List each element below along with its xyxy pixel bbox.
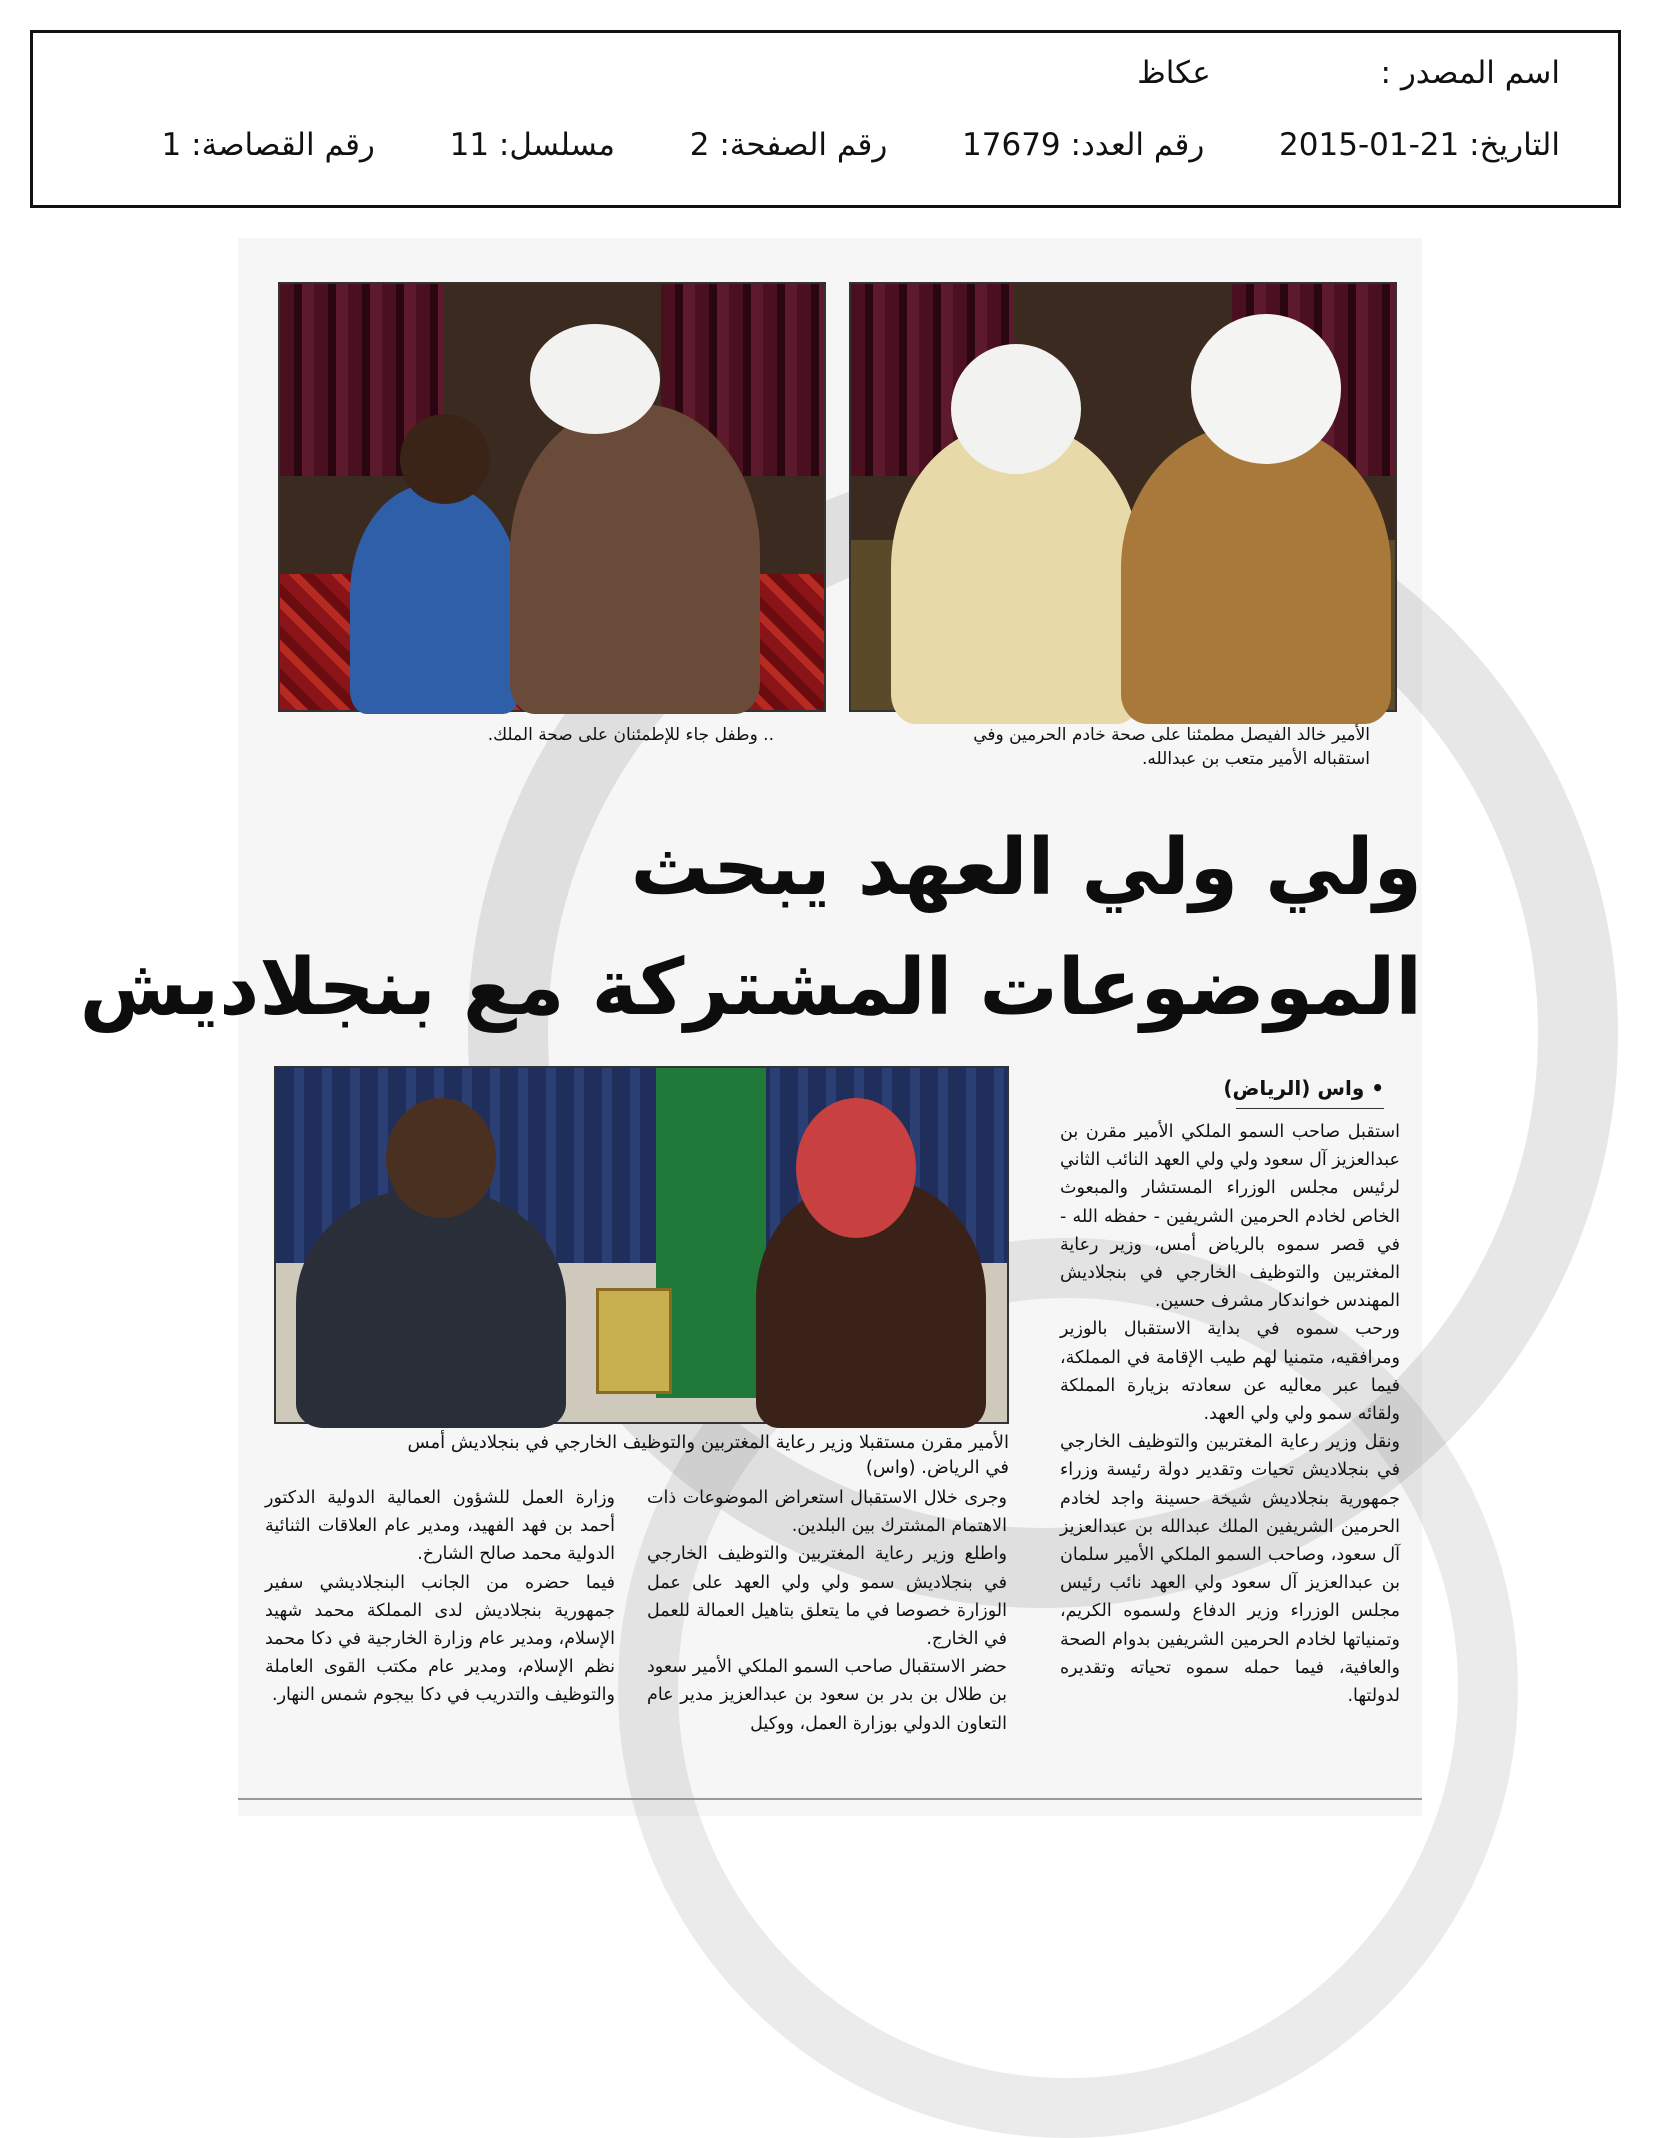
photo-khalid-alfaisal [849,282,1397,712]
caption-photo-3: الأمير مقرن مستقبلا وزير رعاية المغتربين والتوظيف الخارجي في بنجلاديش أمس في الرياض. (واس) [407,1432,1009,1478]
article-column-middle: وجرى خلال الاستقبال استعراض الموضوعات ذات الاهتمام المشترك بين البلدين. واطلع وزير رعاية المغتربين والتوظيف الخارجي في بنجلاديش سمو ولي ولي العهد على عمل الوزارة خصوصا في ما يتعلق بتاهيل العمالة للعمل في الخارج. حضر الاستقبال صاحب السمو الملكي الأمير سعود بن طلال بن بدر بن سعود بن عبدالعزيز مدير عام التعاون الدولي بوزارة العمل، ووكيل [647,1488,1007,1734]
headline-line-2: الموضوعات المشتركة مع بنجلاديش [79,943,1422,1033]
page-label: رقم الصفحة: [719,127,888,163]
serial-value: 11 [449,127,490,163]
photo-child-visit [278,282,826,712]
date-value: 2015-01-21 [1279,127,1460,163]
source-value: عكاظ [1137,55,1211,91]
article-column-right: استقبل صاحب السمو الملكي الأمير مقرن بن عبدالعزيز آل سعود ولي ولي العهد النائب الثاني لرئيس مجلس الوزراء المستشار والمبعوث الخاص لخادم الحرمين الشريفين - حفظه الله - في قصر سموه بالرياض أمس، وزير رعاية المغتربين والتوظيف الخارجي في بنجلاديش المهندس خواندكار مشرف حسين. ورحب سموه في بداية الاستقبال بالوزير ومرافقيه، متمنيا لهم طيب الإقامة في المملكة، فيما عبر معاليه عن سعادته بزيارة المملكة ولقائه سمو ولي ولي العهد. ونقل وزير رعاية المغتربين والتوظيف الخارجي في بنجلاديش تحيات وتقدير دولة رئيسة وزراء جمهورية بنجلاديش شيخة حسينة واجد لخادم الحرمين الشريفين الملك عبدالله بن عبدالعزيز آل سعود، وصاحب السمو الملكي الأمير سلمان بن عبدالعزيز آل سعود ولي العهد نائب رئيس مجلس الوزراء وزير الدفاع ولسموه الكريم، وتمنياتها لخادم الحرمين الشريفين بدوام الصحة والعافية، فيما حمله سموه تحياته وتقديره لدولتها. [1060,1122,1400,1707]
source-label: اسم المصدر : [1380,55,1560,91]
issue-value: 17679 [962,127,1061,163]
caption-photo-2: .. وطفل جاء للإطمئنان على صحة الملك. [487,725,774,745]
flag [656,1068,766,1398]
serial-label: مسلسل: [498,127,616,163]
caption-photo-1: الأمير خالد الفيصل مطمئنا على صحة خادم الحرمين وفي استقباله الأمير متعب بن عبدالله. [973,725,1370,769]
photo-prince-muqrin-meeting [274,1066,1009,1424]
clip-label: رقم القصاصة: [191,127,375,163]
clip-value: 1 [161,127,182,163]
date-label: التاريخ: [1469,127,1560,163]
newspaper-clipping [79,238,1422,1816]
metadata-header [30,30,1621,208]
headline-line-1: ولي ولي العهد يبحث [630,823,1422,913]
page-value: 2 [689,127,710,163]
byline: • واس (الرياض) [1223,1076,1384,1100]
issue-label: رقم العدد: [1070,127,1205,163]
bottom-rule [238,1798,1422,1800]
date-line [162,127,1560,163]
source-line [1137,55,1560,91]
article-column-left: وزارة العمل للشؤون العمالية الدولية الدكتور أحمد بن فهد الفهيد، ومدير عام العلاقات الثنائية الدولية محمد صالح الشارخ. فيما حضره من الجانب البنجلاديشي سفير جمهورية بنجلاديش لدى المملكة محمد شهيد الإسلام، ومدير عام وزارة الخارجية في دكا محمد نظم الإسلام، ومدير عام مكتب القوى العاملة والتوظيف والتدريب في دكا بيجوم شمس النهار. [265,1488,615,1706]
